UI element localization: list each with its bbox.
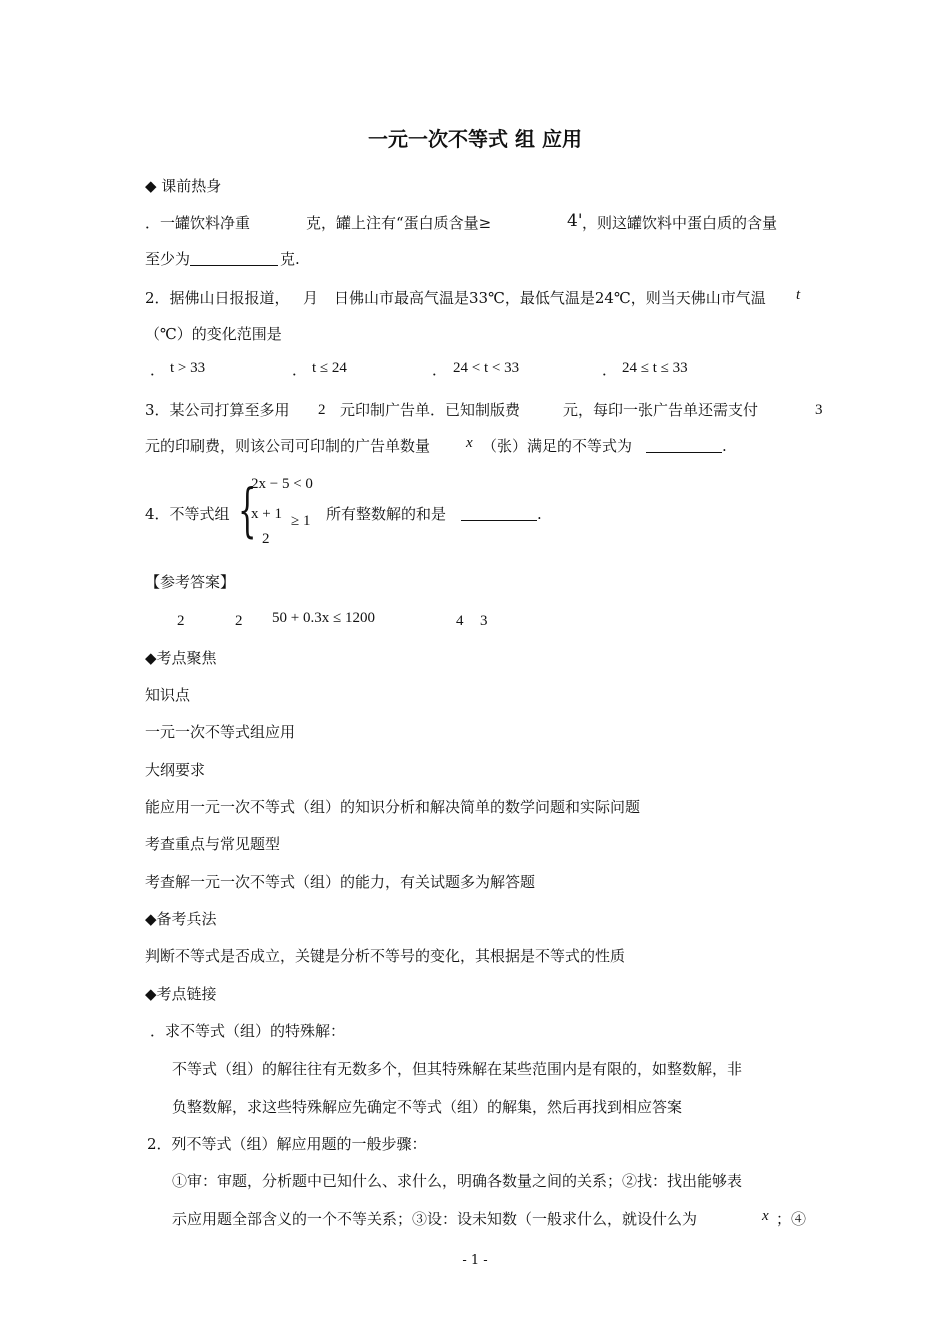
answer-3: 50 + 0.3x ≤ 1200 — [272, 610, 375, 626]
links-item1-line1: 不等式（组）的解往往有无数多个，但其特殊解在某些范围内是有限的，如整数解，非 — [172, 1060, 743, 1078]
q4-end: . — [537, 505, 542, 523]
q2-option-b-mark: ． — [292, 361, 308, 379]
strategy-text: 判断不等式是否成立，关键是分析不等号的变化，其根据是不等式的性质 — [145, 947, 626, 965]
answers-heading: 【参考答案】 — [145, 573, 236, 591]
q2-option-a-mark: ． — [150, 361, 166, 379]
q4-suffix: 所有整数解的和是 — [326, 505, 447, 523]
focus-line-3: 大纲要求 — [145, 761, 206, 779]
strategy-heading: ◆备考兵法 — [145, 910, 217, 928]
q2-option-d-mark: ． — [602, 361, 618, 379]
focus-heading: ◆考点聚焦 — [145, 649, 217, 667]
links-item1-line2: 负整数解，求这些特殊解应先确定不等式（组）的解集，然后再找到相应答案 — [172, 1098, 683, 1116]
answer-2: 2 — [235, 613, 243, 629]
q2-option-c-mark: ． — [432, 361, 448, 379]
q4-inequality-2-relation: ≥ 1 — [291, 513, 311, 529]
links-item2-line2-prefix: 示应用题全部含义的一个不等关系；③设：设未知数（一般求什么，就设什么为 — [172, 1210, 698, 1228]
q3-line2-suffix: （张）满足的不等式为 — [482, 437, 633, 455]
q1-mid: 克，罐上注有“蛋白质含量≥ — [306, 214, 492, 232]
q3-line1-prefix: 3．某公司打算至多用 — [145, 401, 290, 419]
page-title: 一元一次不等式 组 应用 — [368, 127, 582, 151]
focus-line-2: 一元一次不等式组应用 — [145, 723, 296, 741]
q1-prefix: ．一罐饮料净重 — [145, 214, 251, 232]
focus-line-6: 考查解一元一次不等式（组）的能力，有关试题多为解答题 — [145, 873, 536, 891]
links-item2-line2-suffix: ；④ — [776, 1210, 807, 1228]
q4-inequality-2-numerator: x + 1 — [251, 506, 282, 522]
links-item2-line1: ①审：审题，分析题中已知什么、求什么，明确各数量之间的关系；②找：找出能够表 — [172, 1172, 743, 1190]
warmup-heading: ◆ 课前热身 — [145, 177, 222, 195]
links-heading: ◆考点链接 — [145, 985, 217, 1003]
links-item1-title: ．求不等式（组）的特殊解： — [150, 1022, 346, 1040]
q1-glyph: 4' — [567, 211, 583, 231]
q4-label: 4．不等式组 — [145, 505, 230, 523]
q1-answer-blank — [190, 249, 278, 271]
q2-option-a: t > 33 — [170, 360, 206, 376]
answer-5: 3 — [480, 613, 488, 629]
q1-line2-prefix: 至少为 — [145, 250, 191, 268]
answer-1: 2 — [177, 613, 185, 629]
q4-system-brace: { — [238, 476, 257, 544]
focus-line-5: 考查重点与常见题型 — [145, 835, 281, 853]
answer-4: 4 — [456, 613, 464, 629]
page-number: - 1 - — [462, 1253, 488, 1268]
q4-answer-blank — [461, 504, 537, 526]
q3-line2-end: . — [722, 437, 727, 455]
q2-option-b: t ≤ 24 — [312, 360, 347, 376]
focus-line-4: 能应用一元一次不等式（组）的知识分析和解决简单的数学问题和实际问题 — [145, 798, 641, 816]
q1-line2-suffix: 克. — [280, 250, 300, 268]
q2-line1-prefix: 2．据佛山日报报道， — [145, 289, 290, 307]
q2-var-t: t — [796, 287, 801, 303]
q4-inequality-2-denominator: 2 — [262, 531, 270, 547]
q3-line1-end: 3 — [815, 402, 823, 418]
links-item2-var-x: x — [762, 1208, 769, 1224]
q3-line2-prefix: 元的印刷费，则该公司可印制的广告单数量 — [145, 437, 431, 455]
q4-inequality-1: 2x − 5 < 0 — [251, 476, 313, 492]
q2-line1-mid1: 月 — [303, 289, 319, 307]
q2-option-c: 24 < t < 33 — [453, 360, 520, 376]
q3-line1-suffix: 元，每印一张广告单还需支付 — [563, 401, 759, 419]
focus-line-1: 知识点 — [145, 686, 191, 704]
q1-suffix: ，则这罐饮料中蛋白质的含量 — [582, 214, 778, 232]
q3-var-x: x — [466, 435, 473, 451]
q2-line1-mid2: 日佛山市最高气温是33℃，最低气温是24℃，则当天佛山市气温 — [334, 289, 766, 307]
q3-line1-num: 2 — [318, 402, 326, 418]
q2-line2: （℃）的变化范围是 — [145, 325, 282, 343]
links-item2-title: 2．列不等式（组）解应用题的一般步骤： — [147, 1135, 427, 1153]
q3-line1-mid: 元印制广告单．已知制版费 — [340, 401, 521, 419]
q2-option-d: 24 ≤ t ≤ 33 — [622, 360, 688, 376]
q3-answer-blank — [646, 436, 722, 458]
